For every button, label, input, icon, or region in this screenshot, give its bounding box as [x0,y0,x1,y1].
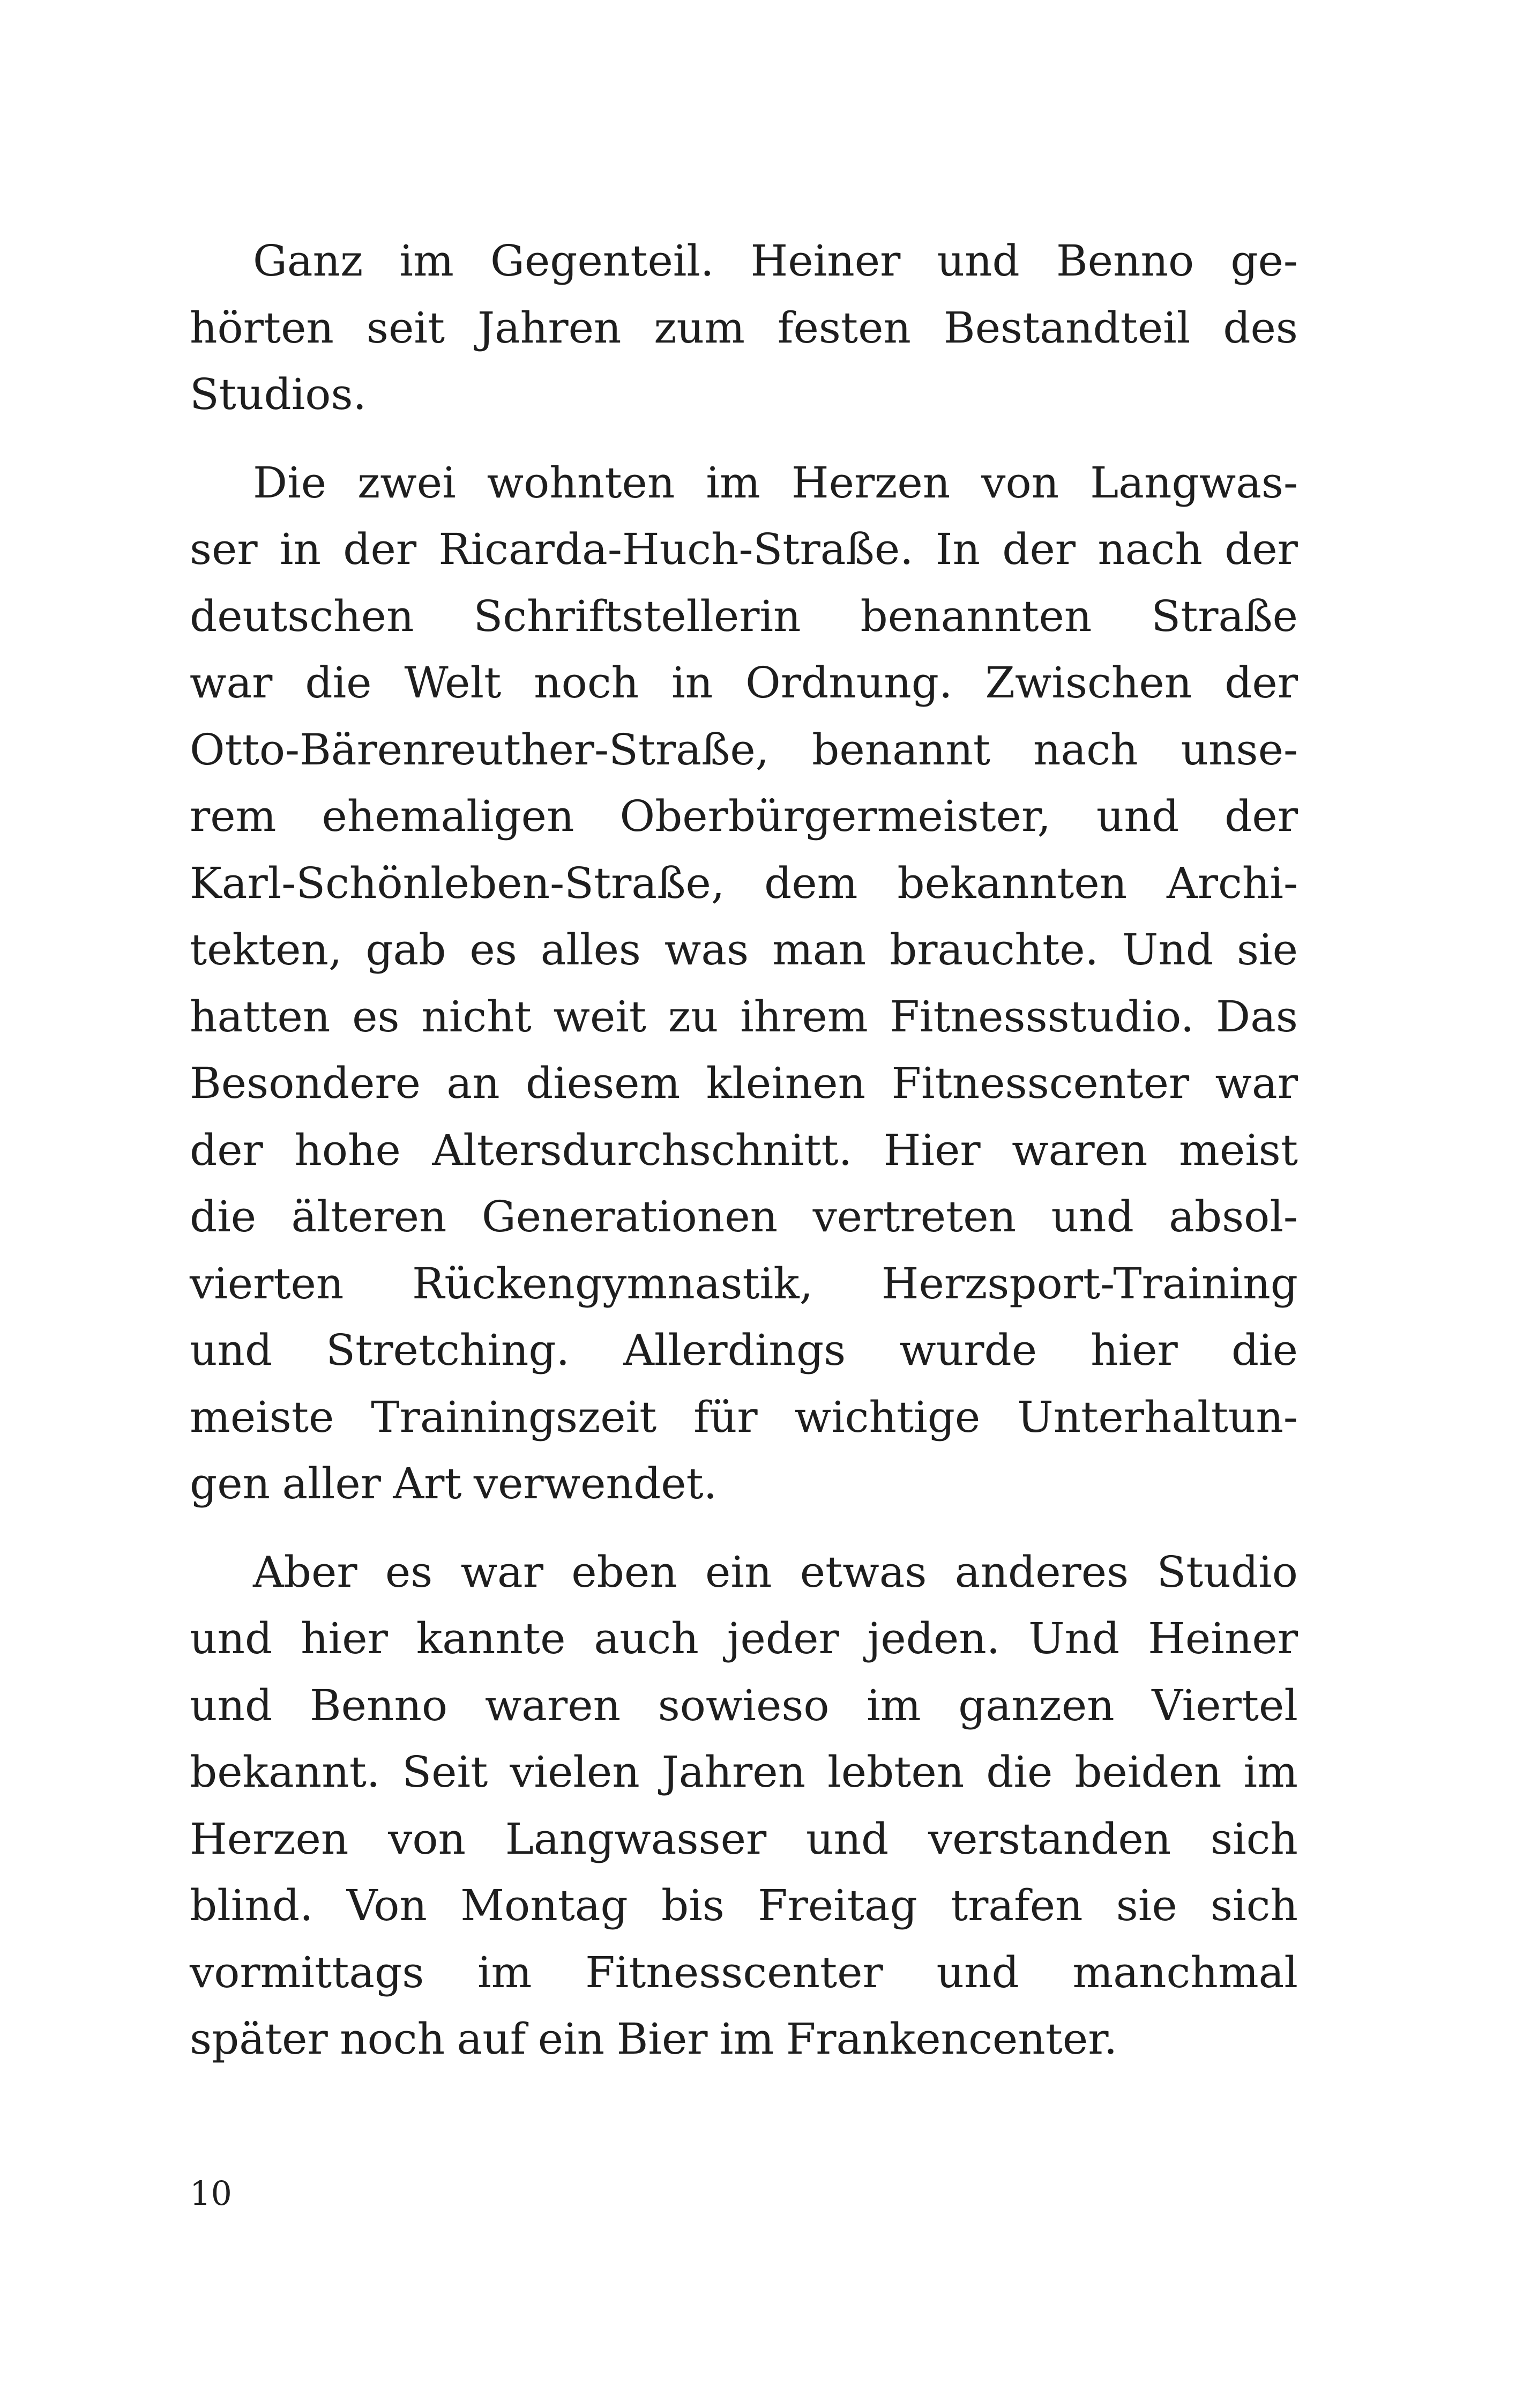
word: deutschen [190,591,414,641]
word: Herzen [791,457,951,508]
text-line [190,650,1298,717]
word: Otto-Bärenreuther-Straße, [190,724,770,775]
word: vielen [510,1747,640,1797]
word: Freitag [758,1881,917,1930]
word: die [190,1192,257,1242]
word: bekannten [897,858,1128,908]
word: Straße [1151,591,1298,641]
word: jeder [727,1614,839,1663]
word: war [190,658,273,708]
word: ehemaligen [322,791,574,841]
word: sowieso [658,1680,830,1730]
word: seit [366,302,445,353]
word: rem [190,791,277,841]
word: Das [1216,991,1298,1042]
word: von [981,457,1059,508]
word: der [1225,524,1298,574]
word: trafen [951,1881,1083,1930]
word: hohe [294,1125,401,1175]
word: und [1051,1192,1134,1242]
word: Welt [404,658,502,708]
word: Viertel [1152,1680,1298,1730]
word: im [706,457,760,508]
word: Heiner [750,236,901,286]
word: etwas [800,1547,927,1597]
word: sich [1211,1881,1298,1930]
word: noch [340,2014,445,2064]
text-line [190,516,1298,583]
word: nicht [421,991,532,1042]
word: benannten [860,591,1092,641]
text-line [190,1806,1298,1873]
word: meist [1178,1125,1298,1175]
word: für [693,1392,758,1442]
text-line [190,850,1298,917]
text-line [190,1317,1298,1384]
text-line [190,984,1298,1051]
text-line [190,1739,1298,1806]
word: kleinen [706,1058,866,1108]
word: wohnten [487,457,675,508]
word: ganzen [958,1680,1115,1730]
word: waren [484,1680,621,1730]
word: brauchte. [890,925,1099,975]
word: Ordnung. [745,658,953,708]
word: diesem [525,1058,681,1108]
word: Benno [309,1680,448,1730]
word: in [671,658,713,708]
text-line [190,1384,1298,1451]
word: noch [534,658,639,708]
text-line [190,1451,1298,1518]
word: wichtige [794,1392,981,1442]
word: sie [1116,1881,1177,1930]
word: zum [654,302,745,353]
word: Hier [883,1125,981,1175]
word: absol- [1169,1192,1298,1242]
text-line [190,1673,1298,1740]
word: Fitnessstudio. [890,991,1194,1042]
word: festen [777,302,911,353]
word: Ganz [253,236,363,286]
word: bis [661,1881,725,1930]
word: zwei [357,457,456,508]
word: Ricarda-Huch-Straße. [438,524,914,574]
word: ein [705,1547,772,1597]
word: und [190,1325,273,1375]
word: im [1243,1747,1298,1797]
word: waren [1012,1125,1148,1175]
word: im [867,1680,921,1730]
word: die [986,1747,1053,1797]
word: Die [253,457,327,508]
word: Stretching. [326,1325,570,1375]
word: der [1225,658,1298,708]
word: in [279,524,322,574]
word: Langwas- [1090,457,1298,508]
word: Fitnesscenter [891,1058,1190,1108]
word: des [1223,302,1298,353]
word: war [460,1547,543,1597]
word: ein [537,2014,605,2064]
word: und [937,236,1020,286]
word: blind. [190,1881,313,1930]
word: der [1225,791,1298,841]
word: Besondere [190,1058,421,1108]
word: Schriftstellerin [473,591,801,641]
word: sich [1210,1814,1298,1864]
word: im [477,1947,532,1997]
word: auch [594,1614,699,1663]
word: ser [190,524,258,574]
word: der [343,524,417,574]
word: der [190,1125,263,1175]
word: Jahren [661,1747,806,1797]
word: wurde [899,1325,1037,1375]
text-line [190,1539,1298,1606]
text-line [190,450,1298,517]
word: weit [553,991,647,1042]
word: Studio [1156,1547,1298,1597]
word: Frankencenter. [786,2014,1118,2064]
word: zu [668,991,719,1042]
word: dem [764,858,858,908]
word: im [399,236,454,286]
word: nach [1098,524,1203,574]
word: auf [457,2014,526,2064]
word: ge- [1230,236,1298,286]
word: und [805,1814,889,1864]
word: Rückengymnastik, [412,1258,813,1309]
word: Trainingszeit [371,1392,657,1442]
word: Zwischen [985,658,1192,708]
word: gab [365,925,446,975]
text-line [190,1184,1298,1251]
text-line [190,2006,1298,2073]
word: vormittags [190,1947,424,1997]
body-text [190,228,1298,2094]
word: Herzsport-Training [881,1258,1298,1309]
word: und [936,1947,1019,1997]
word: es [469,925,517,975]
word: hörten [190,302,334,353]
word: vierten [190,1258,344,1309]
word: Montag [460,1881,628,1930]
word: vertreten [812,1192,1017,1242]
word: gen [190,1459,271,1508]
word: aller [282,1459,381,1508]
word: Von [346,1881,427,1930]
word: Unterhaltun- [1017,1392,1298,1442]
word: was [664,925,749,975]
word: Archi- [1167,858,1298,908]
word: Benno [1056,236,1194,286]
text-line [190,295,1298,362]
word: an [446,1058,500,1108]
word: eben [571,1547,677,1597]
word: bekannt. [190,1747,380,1797]
word: hatten [190,991,331,1042]
paragraph [190,450,1298,1518]
word: die [1231,1325,1298,1375]
word: und [190,1614,273,1663]
word: und [190,1680,273,1730]
word: beiden [1074,1747,1222,1797]
text-line [190,717,1298,784]
word: Generationen [481,1192,778,1242]
word: Gegenteil. [490,236,714,286]
text-line [190,1251,1298,1318]
word: lebten [827,1747,965,1797]
text-line [190,1606,1298,1673]
word: sie [1236,925,1298,975]
word: die [305,658,372,708]
word: kannte [416,1614,566,1663]
word: Studios. [190,369,367,419]
text-line [190,1117,1298,1184]
word: Heiner [1148,1614,1298,1663]
word: anderes [954,1547,1129,1597]
word: und [1096,791,1179,841]
word: Und [1122,925,1214,975]
text-line [190,228,1298,295]
word: In [935,524,980,574]
text-line [190,1939,1298,2006]
word: im [719,2014,774,2064]
word: unse- [1181,724,1298,775]
word: später [190,2014,328,2064]
word: meiste [190,1392,334,1442]
word: Herzen [190,1814,349,1864]
word: Aber [253,1547,357,1597]
text-line [190,783,1298,850]
word: hier [1091,1325,1178,1375]
word: älteren [291,1192,447,1242]
page-number: 10 [190,2174,232,2213]
word: Karl-Schönleben-Straße, [190,858,725,908]
word: Und [1028,1614,1120,1663]
word: alles [540,925,641,975]
word: Art [393,1459,462,1508]
word: man [772,925,867,975]
word: es [352,991,400,1042]
word: Bestandteil [943,302,1191,353]
word: der [1002,524,1076,574]
text-line [190,361,1298,428]
word: jeden. [867,1614,1001,1663]
word: ihrem [740,991,868,1042]
paragraph [190,228,1298,428]
word: Langwasser [505,1814,767,1864]
word: hier [301,1614,388,1663]
text-line [190,1872,1298,1939]
word: Bier [616,2014,708,2064]
word: nach [1033,724,1138,775]
word: verstanden [928,1814,1171,1864]
word: tekten, [190,925,342,975]
word: war [1215,1058,1298,1108]
word: Seit [402,1747,488,1797]
word: Jahren [477,302,622,353]
text-line [190,1050,1298,1117]
word: Altersdurchschnitt. [432,1125,853,1175]
word: verwendet. [473,1459,718,1508]
word: benannt [812,724,991,775]
word: Oberbürgermeister, [619,791,1051,841]
word: von [388,1814,466,1864]
text-line [190,583,1298,650]
word: es [385,1547,433,1597]
paragraph [190,1539,1298,2073]
word: Fitnesscenter [585,1947,883,1997]
word: Allerdings [623,1325,846,1375]
text-line [190,917,1298,984]
word: manchmal [1072,1947,1298,1997]
